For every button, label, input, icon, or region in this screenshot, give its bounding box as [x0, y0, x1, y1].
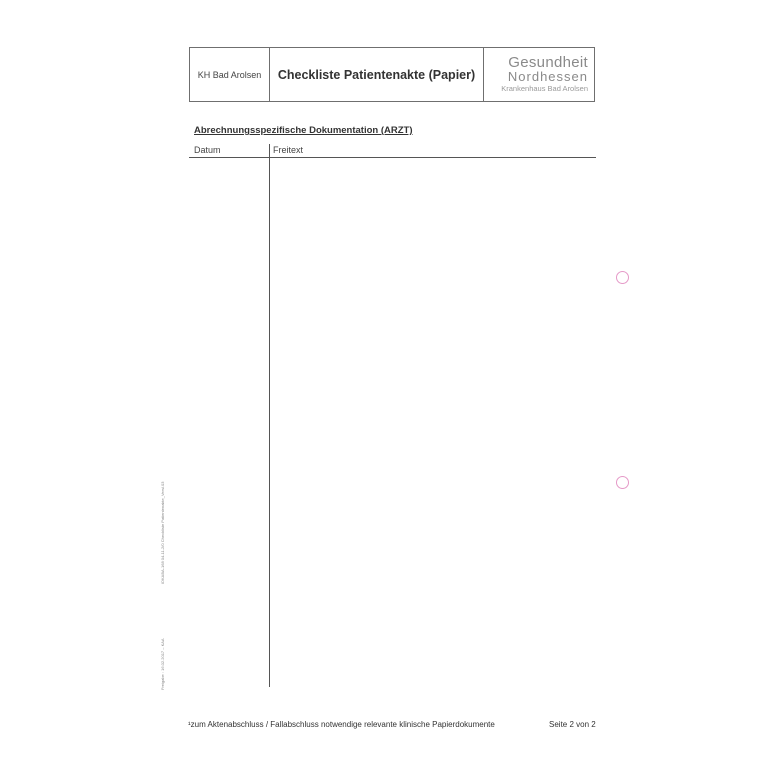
column-header-freitext: Freitext [273, 145, 304, 155]
punch-hole-top [616, 271, 629, 284]
column-header-datum: Datum [194, 145, 221, 155]
side-release-note: Freigabe : 16.02.2017 – KAA [160, 638, 165, 690]
document-title: Checkliste Patientenakte (Papier) [270, 48, 484, 101]
header-box [189, 47, 595, 102]
logo-line-2: Nordhessen [507, 69, 588, 84]
page-number: Seite 2 von 2 [549, 720, 596, 729]
site-name: KH Bad Arolsen [190, 48, 270, 101]
punch-hole-bottom [616, 476, 629, 489]
column-divider [269, 144, 270, 687]
logo-line-3: Krankenhaus Bad Arolsen [501, 84, 588, 93]
footnote: ¹zum Aktenabschluss / Fallabschluss notwendige relevante klinische Papierdokumente [188, 720, 495, 729]
section-title: Abrechnungsspezifische Dokumentation (ARZT) [194, 125, 413, 136]
side-document-code: IDKABA-168 04-11-2/0 Checkliste Patientenakte_Versl.03 [160, 481, 165, 584]
logo-line-1: Gesundheit [508, 54, 588, 71]
logo [484, 48, 594, 101]
table-header-line [189, 157, 596, 158]
